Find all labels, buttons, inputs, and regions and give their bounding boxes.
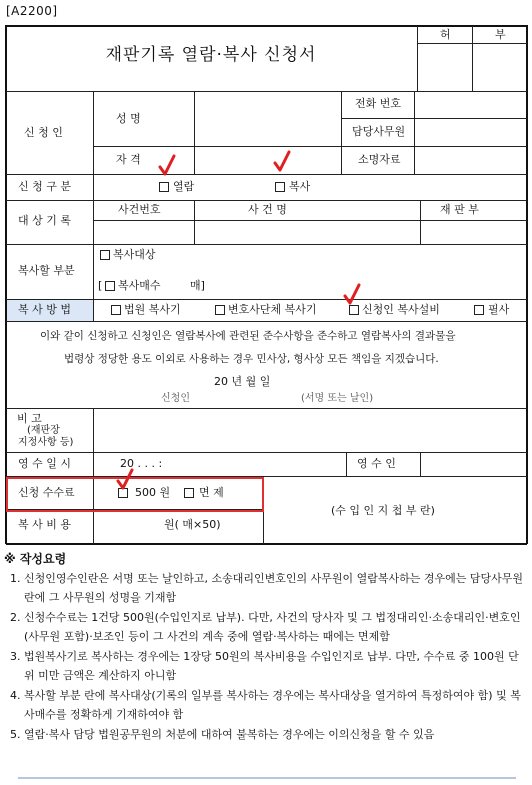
- option-read: 열람: [173, 180, 195, 193]
- signature-note: (서명 또는 날인): [301, 393, 374, 404]
- checkbox-bar-copier[interactable]: [215, 305, 225, 315]
- proof-label: 소명자료: [358, 153, 401, 166]
- check-mark-icon: [343, 283, 361, 305]
- note-item: 4. 복사할 부분 란에 복사대상(기록의 일부를 복사하는 경우에는 복사대상을 열거하여 특정하여야 함) 및 복사매수를 정확하게 기재하여야 함: [24, 686, 528, 724]
- checkbox-handwrite[interactable]: [474, 305, 484, 315]
- notes-list: [4, 569, 528, 744]
- remarks-label: 비 고: [17, 412, 42, 425]
- phone-label: 전화 번호: [355, 97, 402, 110]
- checkbox-copy-count[interactable]: [105, 281, 115, 291]
- target-label: 대 상 기 록: [18, 214, 71, 227]
- note-item: 3. 법원복사기로 복사하는 경우에는 1장당 50원의 복사비용을 수입인지로 납부. 다만, 수수료 중 100원 단위 미만 금액은 계산하지 아니함: [24, 647, 528, 685]
- check-mark-icon: [158, 154, 176, 176]
- tribunal-label: 재 판 부: [440, 203, 479, 216]
- applicant-section-label: 신 청 인: [24, 126, 63, 139]
- checkbox-copy[interactable]: [275, 182, 285, 192]
- fee-exempt: 면 제: [199, 486, 224, 499]
- notes-heading: ※ 작성요령: [4, 552, 67, 566]
- copy-count-label: 복사매수: [118, 279, 161, 292]
- copy-count-bracket: [: [98, 279, 103, 292]
- note-item: 1. 신청인영수인란은 서명 또는 날인하고, 소송대리인변호인의 사무원이 열람복사하는 경우에는 담당사무원란에 그 사무원의 성명을 기재함: [24, 569, 528, 607]
- request-type-label: 신 청 구 분: [18, 180, 71, 193]
- declaration-date: 20 년 월 일: [214, 375, 271, 388]
- form-title: 재판기록 열람·복사 신청서: [105, 45, 317, 65]
- method-handwrite: 필사: [488, 303, 510, 316]
- option-copy: 복사: [289, 180, 311, 193]
- checkbox-read[interactable]: [159, 182, 169, 192]
- check-mark-icon: [116, 468, 134, 490]
- copy-count-unit: 매]: [190, 279, 205, 292]
- revenue-stamp-area: (수 입 인 지 첩 부 란): [331, 504, 435, 517]
- method-court-copier: 법원 복사기: [124, 303, 181, 316]
- remarks-sub1: (재판장: [27, 425, 60, 436]
- case-number-label: 사건번호: [118, 203, 161, 216]
- check-mark-icon: [273, 150, 291, 172]
- approval-yes: 허: [440, 28, 451, 41]
- bottom-divider: [18, 777, 516, 779]
- checkbox-fee-exempt[interactable]: [184, 488, 194, 498]
- declaration-line1: 이와 같이 신청하고 신청인은 열람복사에 관련된 준수사항을 준수하고 열람복사의 결과물을: [40, 330, 456, 342]
- method-bar-copier: 변호사단체 복사기: [228, 303, 317, 316]
- copy-method-label: 복 사 방 법: [18, 303, 71, 316]
- checkbox-court-copier[interactable]: [111, 305, 121, 315]
- name-label: 성 명: [116, 112, 141, 125]
- form-code: [A2200]: [6, 4, 58, 18]
- copy-target-option: 복사대상: [113, 248, 156, 261]
- receiver-label: 영 수 인: [357, 457, 396, 470]
- fee-label: 신청 수수료: [18, 486, 75, 499]
- method-own-device: 신청인 복사설비: [362, 303, 440, 316]
- case-name-label: 사 건 명: [248, 203, 287, 216]
- note-item: 2. 신청수수료는 1건당 500원(수입인지로 납부). 다만, 사건의 당사자 및 그 법정대리인·소송대리인·변호인(사무원 포함)·보조인 등이 그 사건의 계속 중에 열람·복사하는 때에는 면제함: [24, 608, 528, 646]
- qualification-label: 자 격: [116, 153, 141, 166]
- fee-amount: 500 원: [135, 486, 171, 499]
- checkbox-own-device[interactable]: [349, 305, 359, 315]
- checkbox-copy-target[interactable]: [100, 250, 110, 260]
- copy-part-label: 복사할 부분: [18, 264, 75, 277]
- copy-cost-value: 원( 매×50): [164, 518, 221, 531]
- writing-guide: [4, 550, 528, 745]
- declaration-line2: 법령상 정당한 용도 이외로 사용하는 경우 민사상, 형사상 모든 책임을 지겠습니다.: [64, 353, 439, 365]
- remarks-sub2: 지정사항 등): [18, 437, 74, 448]
- approval-no: 부: [495, 28, 506, 41]
- note-item: 5. 열람·복사 담당 법원공무원의 처분에 대하여 불복하는 경우에는 이의신청을 할 수 있음: [24, 725, 528, 744]
- receipt-date-value: 20 . . . :: [120, 457, 163, 470]
- staff-label: 담당사무원: [352, 125, 406, 138]
- copy-cost-label: 복 사 비 용: [18, 518, 71, 531]
- receipt-date-label: 영 수 일 시: [18, 457, 71, 470]
- applicant-signature-label: 신청인: [161, 393, 190, 404]
